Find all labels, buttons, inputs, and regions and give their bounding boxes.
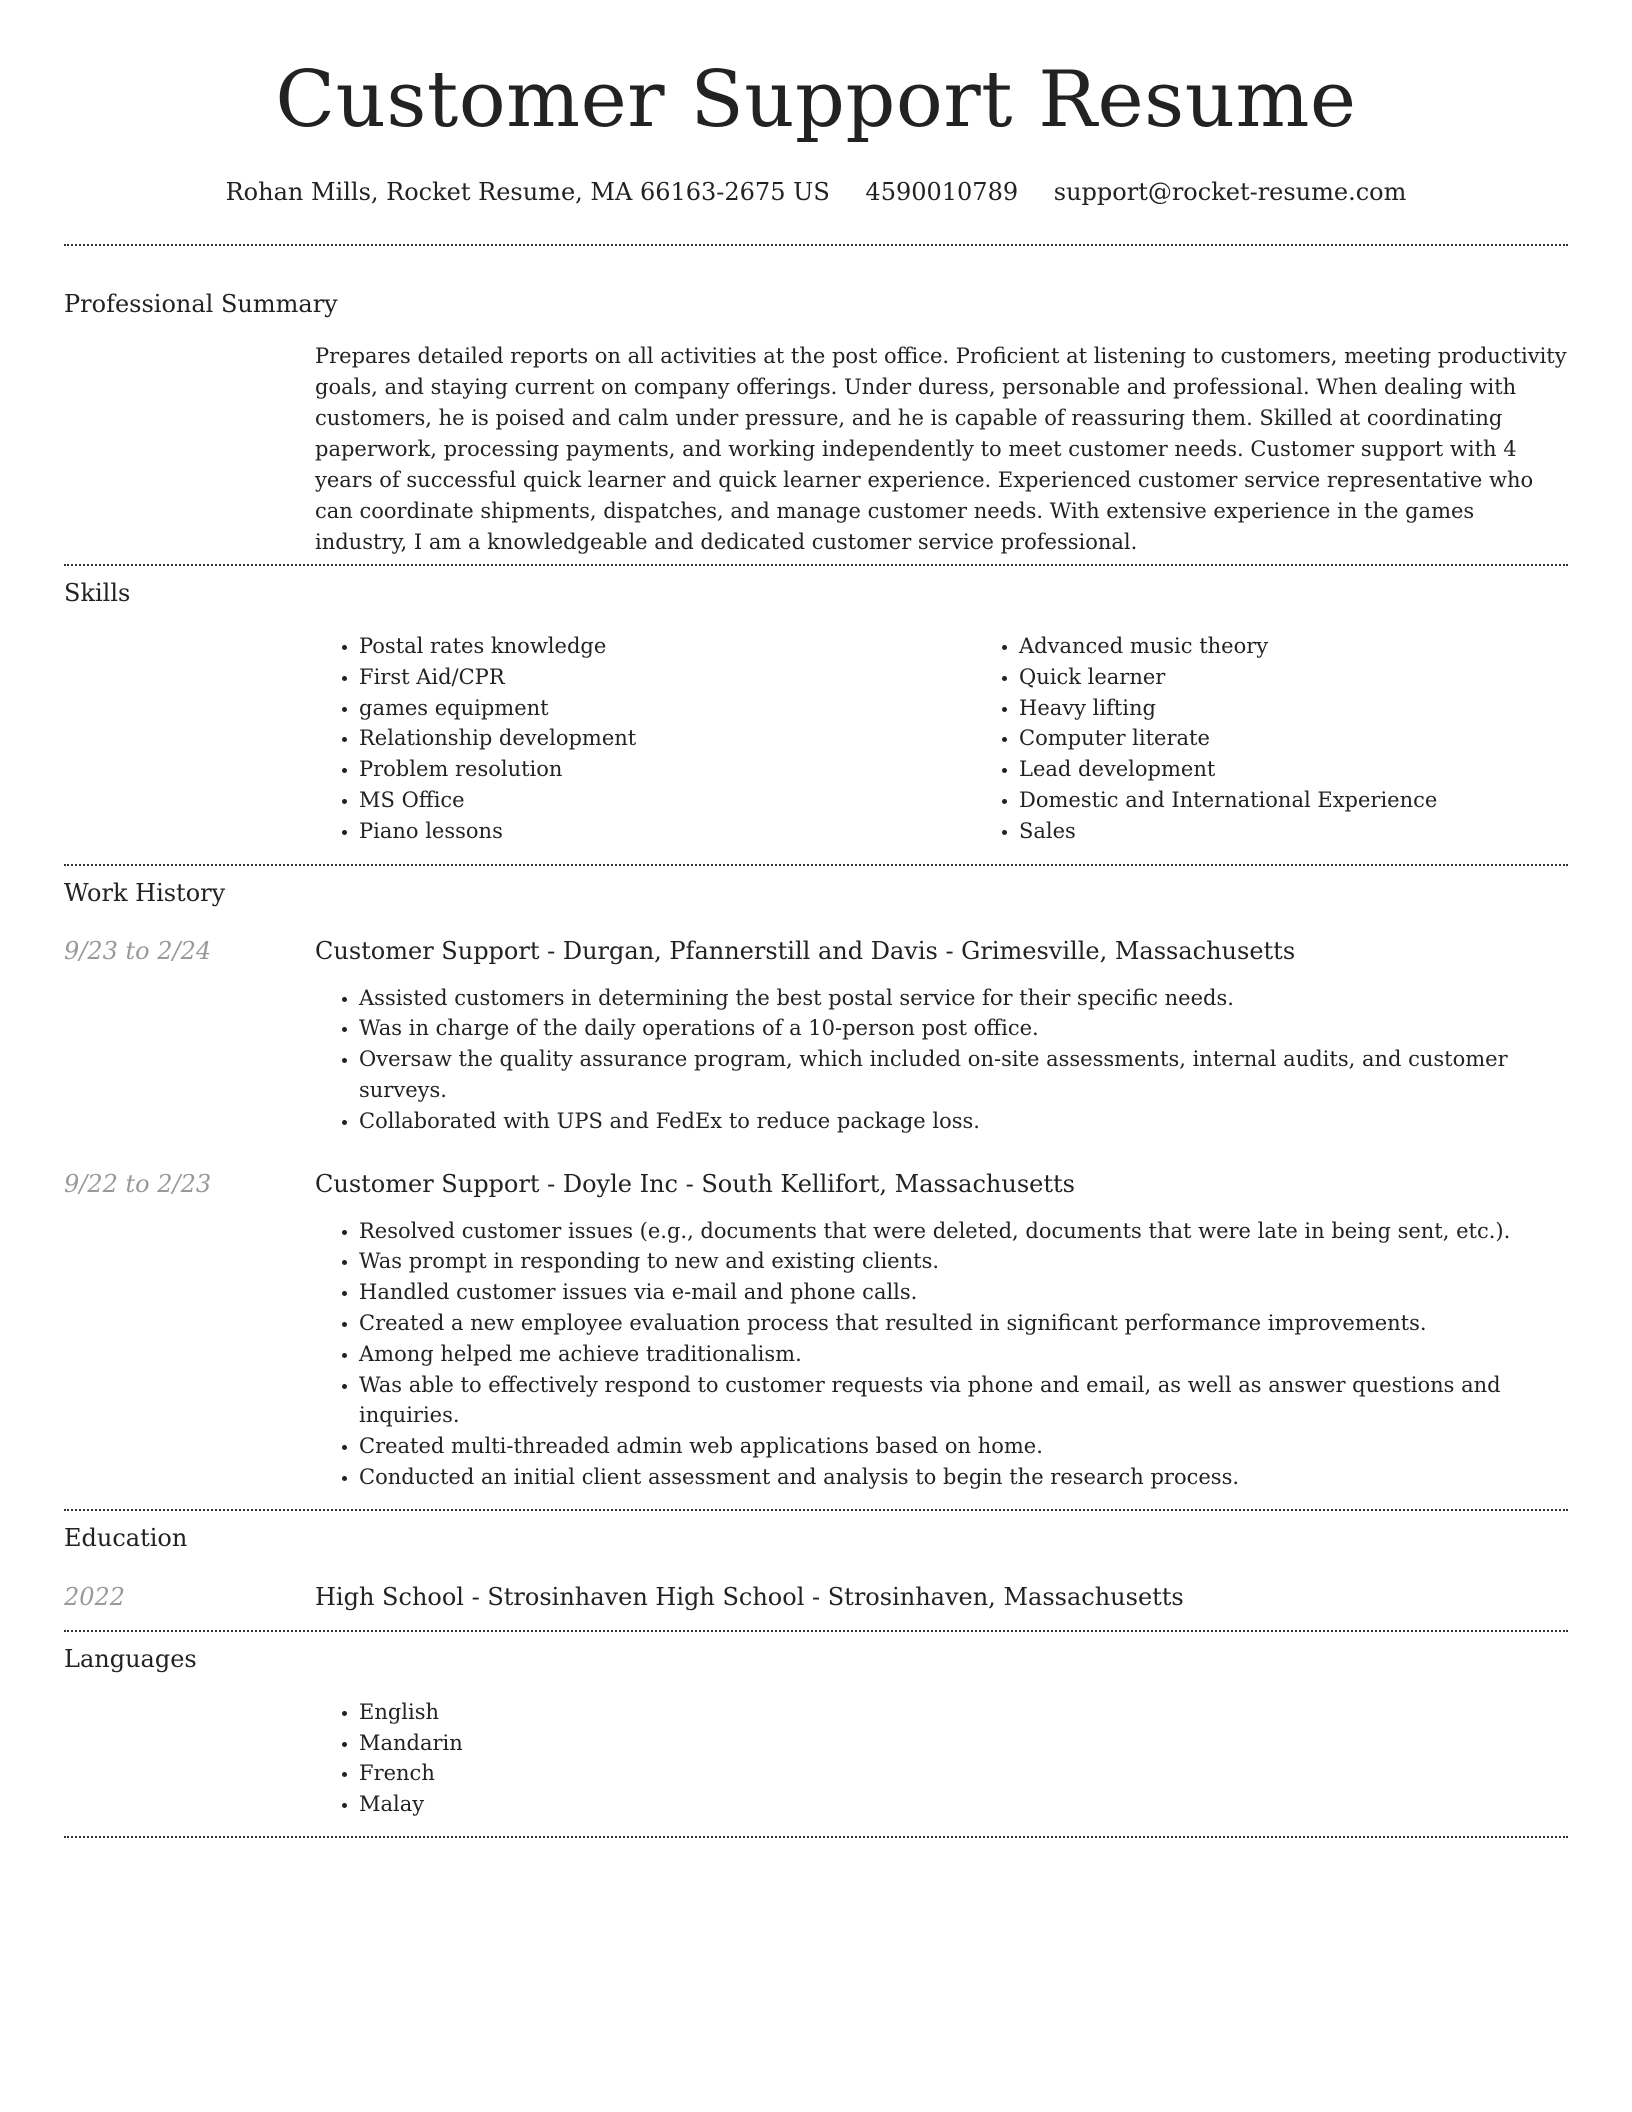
list-item: • French [359, 1758, 1568, 1789]
list-item: • English [359, 1697, 1568, 1728]
list-item: • games equipment [359, 693, 975, 724]
list-item: • Malay [359, 1789, 1568, 1820]
contact-email: support@rocket-resume.com [1053, 178, 1407, 206]
job-entry [64, 1169, 1568, 1493]
job-entry [64, 936, 1568, 1137]
summary-text: Prepares detailed reports on all activities at the post office. Proficient at listening to customers, meeting productivity goals, and staying current on company offerings. Under duress, personable and professional. When dealing with customers, he is poised and calm under pressure, and he is capable of reassuring them. Skilled at coordinating paperwork, processing payments, and working independently to meet customer needs. Customer support with 4 years of successful quick learner and quick learner experience. Experienced customer service representative who can coordinate shipments, dispatches, and manage customer needs. With extensive experience in the games industry, I am a knowledgeable and dedicated customer service professional. [315, 344, 1567, 554]
resume-title: Customer Support Resume [275, 55, 1357, 145]
list-item: • Sales [1019, 816, 1632, 847]
list-item: • Mandarin [359, 1728, 1568, 1759]
education-year: 2022 [64, 1582, 126, 1611]
divider [64, 1836, 1568, 1838]
list-item: • Conducted an initial client assessment and analysis to begin the research process. [359, 1462, 1568, 1493]
list-item: • Computer literate [1019, 723, 1632, 754]
list-item: • Postal rates knowledge [359, 631, 975, 662]
list-item: • Handled customer issues via e-mail and phone calls. [359, 1277, 1568, 1308]
skills-list-right [975, 631, 1632, 847]
skills-list-left [315, 631, 975, 847]
job-title: Customer Support - Durgan, Pfannerstill and Davis - Grimesville, Massachusetts [315, 936, 1296, 965]
list-item: • Oversaw the quality assurance program, which included on-site assessments, internal audits, and customer surveys. [359, 1044, 1568, 1106]
contact-address: Rohan Mills, Rocket Resume, MA 66163-2675 US [225, 178, 830, 206]
list-item: • Heavy lifting [1019, 693, 1632, 724]
job-dates: 9/22 to 2/23 [64, 1169, 212, 1198]
summary-heading: Professional Summary [64, 290, 338, 318]
list-item: • Advanced music theory [1019, 631, 1632, 662]
list-item: • Was able to effectively respond to customer requests via phone and email, as well as answer questions and inquiries. [359, 1370, 1568, 1432]
list-item: • Was in charge of the daily operations of a 10-person post office. [359, 1013, 1568, 1044]
list-item: • Piano lessons [359, 816, 975, 847]
contact-line [64, 176, 1568, 208]
languages-section [64, 1632, 1568, 1820]
skills-heading: Skills [64, 579, 131, 607]
education-entry: High School - Strosinhaven High School - Strosinhaven, Massachusetts [315, 1582, 1184, 1611]
education-section [64, 1511, 1568, 1612]
job-bullets [315, 1216, 1568, 1493]
list-item: • Quick learner [1019, 662, 1632, 693]
list-item: • Created a new employee evaluation process that resulted in significant performance improvements. [359, 1308, 1568, 1339]
job-title: Customer Support - Doyle Inc - South Kellifort, Massachusetts [315, 1169, 1075, 1198]
list-item: • Lead development [1019, 754, 1632, 785]
languages-heading: Languages [64, 1644, 197, 1673]
skills-section [64, 566, 1568, 847]
education-heading: Education [64, 1523, 188, 1552]
list-item: • Was prompt in responding to new and existing clients. [359, 1246, 1568, 1277]
list-item: • Resolved customer issues (e.g., documents that were deleted, documents that were late in being sent, etc.). [359, 1216, 1568, 1247]
languages-list [315, 1697, 1568, 1820]
work-section [64, 866, 1568, 1493]
list-item: • Assisted customers in determining the best postal service for their specific needs. [359, 983, 1568, 1014]
list-item: • Domestic and International Experience [1019, 785, 1632, 816]
list-item: • MS Office [359, 785, 975, 816]
job-dates: 9/23 to 2/24 [64, 936, 212, 965]
list-item: • Among helped me achieve traditionalism. [359, 1339, 1568, 1370]
list-item: • Created multi-threaded admin web applications based on home. [359, 1431, 1568, 1462]
list-item: • First Aid/CPR [359, 662, 975, 693]
job-bullets [315, 983, 1568, 1137]
contact-phone: 4590010789 [865, 178, 1019, 206]
work-heading: Work History [64, 878, 226, 907]
list-item: • Collaborated with UPS and FedEx to reduce package loss. [359, 1106, 1568, 1137]
list-item: • Relationship development [359, 723, 975, 754]
summary-section [64, 246, 1568, 558]
list-item: • Problem resolution [359, 754, 975, 785]
